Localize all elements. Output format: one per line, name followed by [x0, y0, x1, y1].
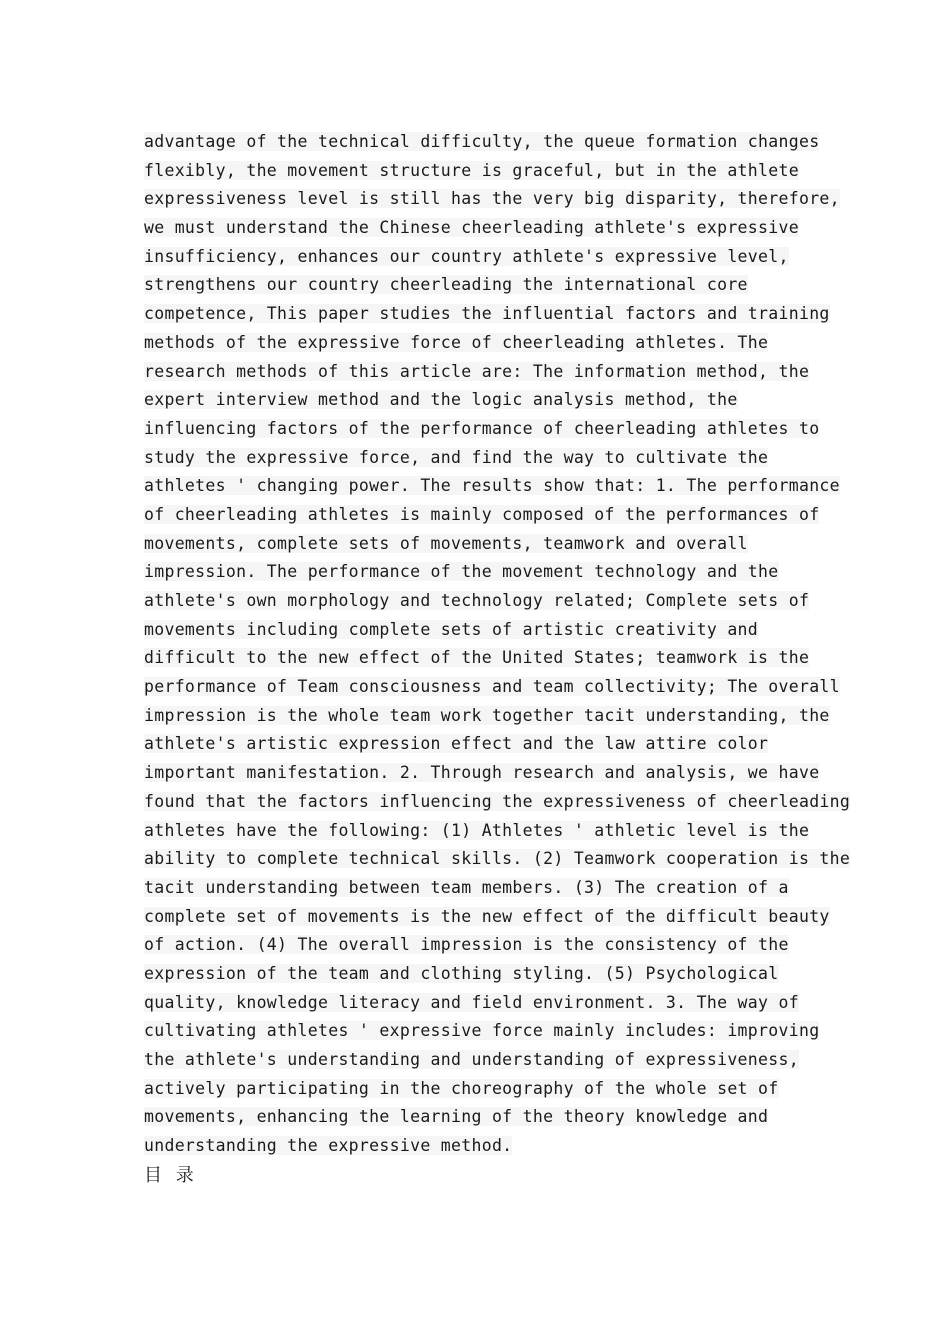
text-line	[144, 702, 830, 731]
text-line-content: the athlete's understanding and understanding of expressiveness,	[144, 1050, 799, 1069]
text-line-content: impression is the whole team work together tacit understanding, the	[144, 705, 830, 725]
text-line-content: ability to complete technical skills. (2) Teamwork cooperation is the	[144, 849, 851, 869]
text-line	[144, 845, 851, 874]
text-line	[144, 931, 824, 960]
text-line-content: strengthens our country cheerleading the international core	[144, 275, 748, 295]
text-line-content: movements, complete sets of movements, teamwork and overall	[144, 533, 748, 553]
text-line	[144, 444, 824, 473]
text-line	[144, 874, 824, 903]
text-line-content: research methods of this article are: The information method, the	[144, 361, 810, 381]
text-line-content: we must understand the Chinese cheerleading athlete's expressive	[144, 218, 799, 238]
text-line	[144, 989, 824, 1018]
text-line	[144, 472, 840, 501]
text-line	[144, 386, 824, 415]
text-line-content: difficult to the new effect of the United States; teamwork is the	[144, 648, 810, 668]
text-line	[144, 415, 824, 444]
text-line-content: actively participating in the choreography of the whole set of	[144, 1078, 779, 1098]
text-line	[144, 530, 824, 559]
text-line	[144, 673, 840, 702]
text-line	[144, 903, 830, 932]
text-line-content: influencing factors of the performance of cheerleading athletes to	[144, 418, 820, 438]
text-line	[144, 616, 824, 645]
text-line-content: competence, This paper studies the influential factors and training	[144, 304, 830, 324]
text-line-content: movements including complete sets of artistic creativity and	[144, 619, 759, 639]
text-line-content: athletes have the following: (1) Athletes ' athletic level is the	[144, 820, 810, 840]
text-line	[144, 1046, 824, 1075]
text-line-content: flexibly, the movement structure is graceful, but in the athlete	[144, 160, 799, 180]
text-line-content: advantage of the technical difficulty, the queue formation changes	[144, 132, 820, 151]
text-line	[144, 960, 824, 989]
text-line	[144, 214, 824, 243]
text-line	[144, 1017, 824, 1046]
text-line-content: of action. (4) The overall impression is the consistency of the	[144, 935, 789, 955]
table-of-contents-heading: 目 录	[144, 1165, 198, 1186]
text-line-content: movements, enhancing the learning of the theory knowledge and	[144, 1107, 769, 1127]
text-line	[144, 1132, 824, 1161]
text-line-content: found that the factors influencing the expressiveness of cheerleading	[144, 791, 851, 811]
text-line-content: athlete's own morphology and technology related; Complete sets of	[144, 591, 810, 610]
text-line-content: tacit understanding between team members. (3) The creation of a	[144, 877, 789, 897]
text-line	[144, 1103, 824, 1132]
text-line	[144, 128, 824, 157]
text-line-content: expressiveness level is still has the very big disparity, therefore,	[144, 189, 840, 209]
text-line	[144, 243, 824, 272]
text-line	[144, 817, 824, 846]
text-line	[144, 1075, 824, 1104]
text-line	[144, 271, 824, 300]
text-line-content: important manifestation. 2. Through research and analysis, we have	[144, 763, 820, 783]
text-line	[144, 759, 824, 788]
text-line	[144, 558, 824, 587]
text-line	[144, 644, 824, 673]
text-line-content: expression of the team and clothing styling. (5) Psychological	[144, 963, 779, 983]
text-line-content: cultivating athletes ' expressive force mainly includes: improving	[144, 1021, 820, 1041]
text-line-content: athletes ' changing power. The results show that: 1. The performance	[144, 476, 840, 496]
text-line-content: understanding the expressive method.	[144, 1136, 513, 1156]
text-line	[144, 185, 840, 214]
text-line-content: study the expressive force, and find the way to cultivate the	[144, 447, 769, 467]
text-line	[144, 501, 824, 530]
text-line-content: quality, knowledge literacy and field environment. 3. The way of	[144, 992, 799, 1012]
text-line	[144, 788, 851, 817]
abstract-body	[144, 128, 851, 1161]
text-line-content: performance of Team consciousness and team collectivity; The overall	[144, 677, 840, 697]
text-line-content: athlete's artistic expression effect and the law attire color	[144, 734, 769, 754]
text-line-content: complete set of movements is the new effect of the difficult beauty	[144, 906, 830, 926]
text-line-content: expert interview method and the logic analysis method, the	[144, 390, 738, 410]
text-line	[144, 587, 824, 616]
text-line	[144, 300, 830, 329]
text-line	[144, 358, 824, 387]
text-line-content: impression. The performance of the movement technology and the	[144, 562, 779, 582]
text-line	[144, 329, 824, 358]
text-line-content: insufficiency, enhances our country athlete's expressive level,	[144, 246, 789, 266]
text-line	[144, 157, 824, 186]
text-line	[144, 730, 824, 759]
text-line-content: of cheerleading athletes is mainly composed of the performances of	[144, 504, 820, 524]
text-line-content: methods of the expressive force of cheerleading athletes. The	[144, 332, 769, 352]
